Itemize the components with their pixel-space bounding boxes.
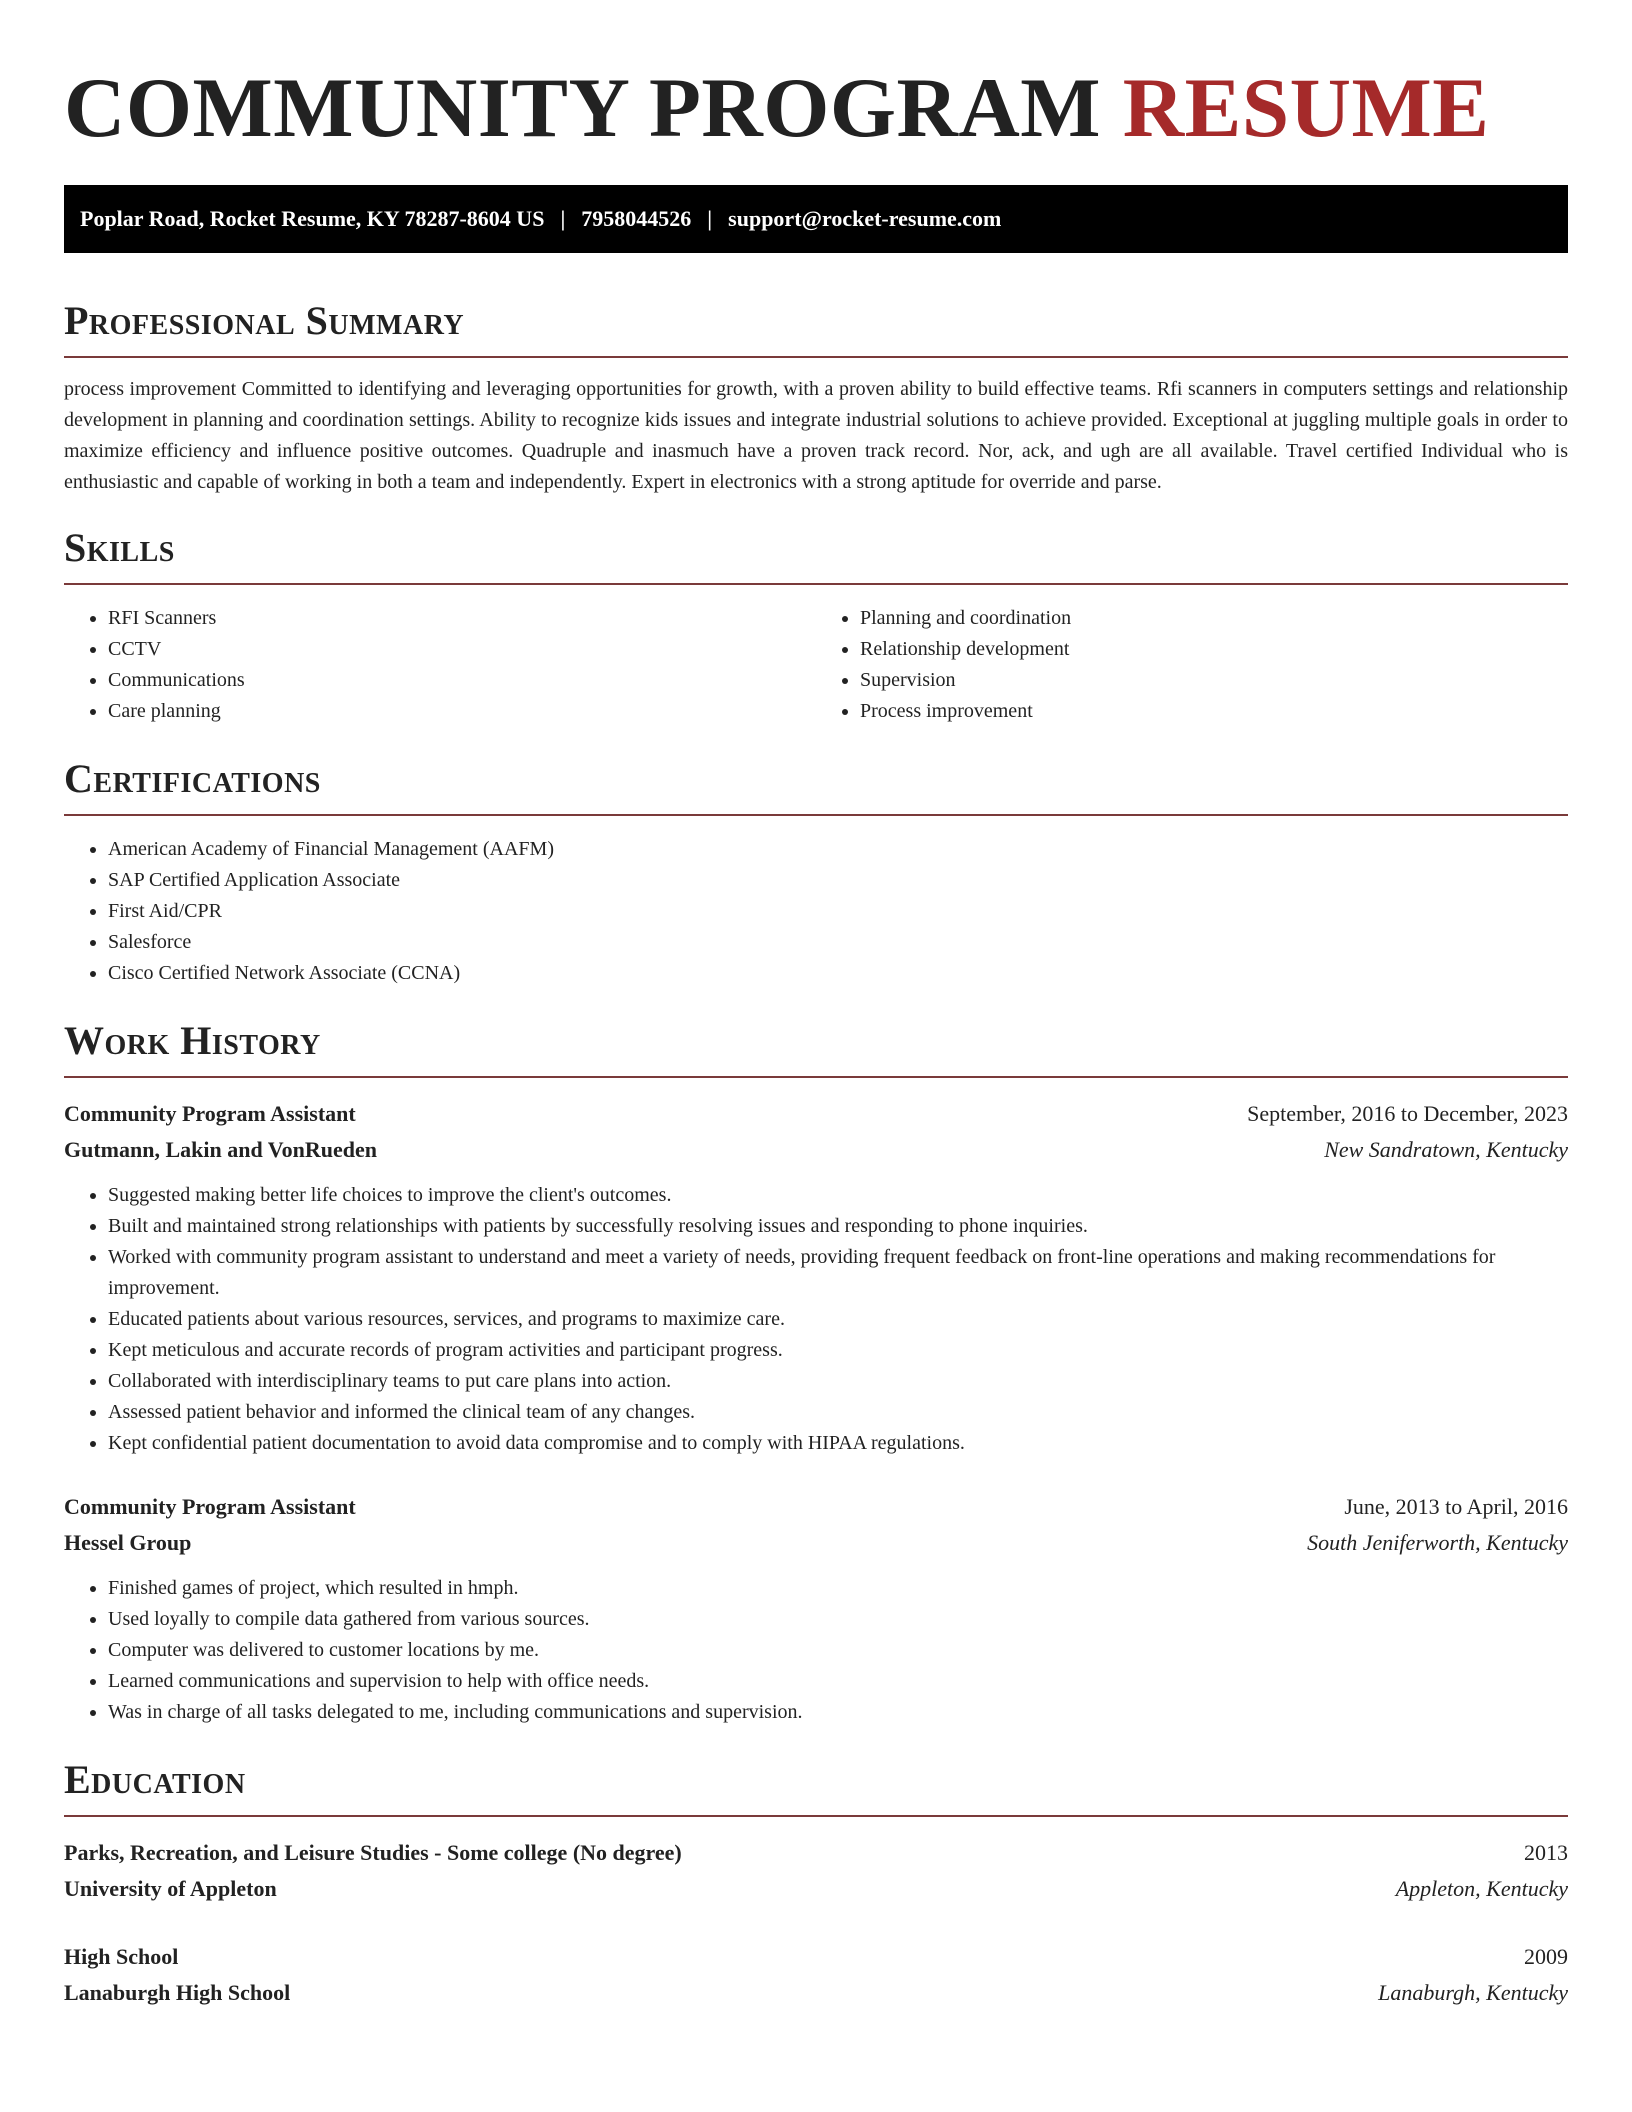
job-title: Community Program Assistant: [64, 1101, 356, 1126]
education-degree-row: [64, 1835, 1568, 1871]
job-title: Community Program Assistant: [64, 1494, 356, 1519]
education-school: Lanaburgh High School: [64, 1980, 291, 2005]
certification-item: • American Academy of Financial Management (AAFM): [108, 834, 1568, 865]
job-bullet: • Learned communications and supervision to help with office needs.: [108, 1666, 1568, 1697]
certification-item: • SAP Certified Application Associate: [108, 865, 1568, 896]
section-divider: [64, 356, 1568, 358]
section-divider: [64, 814, 1568, 816]
certifications-list: [64, 834, 1568, 989]
contact-separator: |: [560, 206, 566, 231]
contact-separator: |: [707, 206, 713, 231]
job-bullet: • Collaborated with interdisciplinary teams to put care plans into action.: [108, 1366, 1568, 1397]
skill-item: • Communications: [108, 665, 816, 696]
skills-list-right: [816, 603, 1568, 727]
work-history-heading: Work History: [64, 1018, 321, 1063]
section-divider: [64, 583, 1568, 585]
job-bullet: • Built and maintained strong relationships with patients by successfully resolving issues and responding to phone inquiries.: [108, 1211, 1568, 1242]
contact-email[interactable]: support@rocket-resume.com: [728, 206, 1002, 231]
job-dates: June, 2013 to April, 2016: [1344, 1494, 1568, 1519]
job-bullets: [64, 1573, 1568, 1728]
certification-item: • Salesforce: [108, 927, 1568, 958]
job-bullet: • Was in charge of all tasks delegated to me, including communications and supervision.: [108, 1697, 1568, 1728]
education-degree-row: [64, 1939, 1568, 1975]
skills-section: [64, 526, 1568, 727]
job-bullet: • Worked with community program assistant to understand and meet a variety of needs, providing frequent feedback on front-line operations and making recommendations for improvement.: [108, 1242, 1568, 1304]
certification-item: • First Aid/CPR: [108, 896, 1568, 927]
certifications-heading: Certifications: [64, 756, 321, 801]
job-header-row: [64, 1096, 1568, 1132]
contact-address: Poplar Road, Rocket Resume, KY 78287-8604 US: [80, 206, 545, 231]
summary-text: process improvement Committed to identifying and leveraging opportunities for growth, with a proven ability to build effective teams. Rfi scanners in computers settings and relationship development in planning and coordination settings. Ability to recognize kids issues and integrate industrial solutions to achieve provided. Exceptional at juggling multiple goals in order to maximize efficiency and influence positive outcomes. Quadruple and inasmuch have a proven track record. Nor, ack, and ugh are all available. Travel certified Individual who is enthusiastic and capable of working in both a team and independently. Expert in electronics with a strong aptitude for override and parse.: [64, 378, 1568, 493]
education-school-row: [64, 1871, 1568, 1907]
section-divider: [64, 1076, 1568, 1078]
summary-heading: Professional Summary: [64, 298, 465, 343]
contact-bar: [64, 185, 1568, 253]
skill-item: • RFI Scanners: [108, 603, 816, 634]
job-bullet: • Assessed patient behavior and informed the clinical team of any changes.: [108, 1397, 1568, 1428]
education-heading: Education: [64, 1757, 246, 1802]
job-bullet: • Finished games of project, which resulted in hmph.: [108, 1573, 1568, 1604]
job-bullet: • Kept meticulous and accurate records of program activities and participant progress.: [108, 1335, 1568, 1366]
education-school-row: [64, 1975, 1568, 2011]
certifications-section: [64, 757, 1568, 989]
education-year: 2009: [1524, 1944, 1568, 1969]
skills-list-left: [64, 603, 816, 727]
job-header-row: [64, 1489, 1568, 1525]
contact-phone[interactable]: 7958044526: [581, 206, 692, 231]
summary-section: [64, 299, 1568, 498]
education-location: Appleton, Kentucky: [1395, 1876, 1568, 1901]
job-company-row: [64, 1525, 1568, 1561]
skills-heading: Skills: [64, 525, 175, 570]
education-degree: Parks, Recreation, and Leisure Studies - Some college (No degree): [64, 1840, 682, 1865]
job-location: South Jeniferworth, Kentucky: [1307, 1530, 1568, 1555]
certification-item: • Cisco Certified Network Associate (CCNA): [108, 958, 1568, 989]
section-divider: [64, 1815, 1568, 1817]
education-year: 2013: [1524, 1840, 1568, 1865]
skill-item: • CCTV: [108, 634, 816, 665]
title-accent: RESUME: [1122, 61, 1490, 155]
job-company: Hessel Group: [64, 1530, 192, 1555]
education-degree: High School: [64, 1944, 179, 1969]
job-bullets: [64, 1180, 1568, 1459]
education-location: Lanaburgh, Kentucky: [1378, 1980, 1568, 2005]
job-entry: [64, 1489, 1568, 1728]
education-section: [64, 1758, 1568, 2011]
job-bullet: • Computer was delivered to customer locations by me.: [108, 1635, 1568, 1666]
resume-title: [64, 61, 1568, 155]
job-location: New Sandratown, Kentucky: [1324, 1137, 1568, 1162]
job-company: Gutmann, Lakin and VonRueden: [64, 1137, 378, 1162]
job-bullet: • Educated patients about various resources, services, and programs to maximize care.: [108, 1304, 1568, 1335]
job-company-row: [64, 1132, 1568, 1168]
education-entry: [64, 1939, 1568, 2011]
job-bullet: • Kept confidential patient documentation to avoid data compromise and to comply with HIPAA regulations.: [108, 1428, 1568, 1459]
job-bullet: • Suggested making better life choices to improve the client's outcomes.: [108, 1180, 1568, 1211]
skill-item: • Relationship development: [860, 634, 1568, 665]
skill-item: • Planning and coordination: [860, 603, 1568, 634]
work-history-section: [64, 1019, 1568, 1728]
skill-item: • Process improvement: [860, 696, 1568, 727]
job-entry: [64, 1096, 1568, 1459]
title-main: COMMUNITY PROGRAM: [64, 61, 1102, 155]
skills-columns: [64, 603, 1568, 727]
job-bullet: • Used loyally to compile data gathered from various sources.: [108, 1604, 1568, 1635]
job-dates: September, 2016 to December, 2023: [1247, 1101, 1568, 1126]
education-school: University of Appleton: [64, 1876, 277, 1901]
skill-item: • Supervision: [860, 665, 1568, 696]
skill-item: • Care planning: [108, 696, 816, 727]
education-entry: [64, 1835, 1568, 1907]
